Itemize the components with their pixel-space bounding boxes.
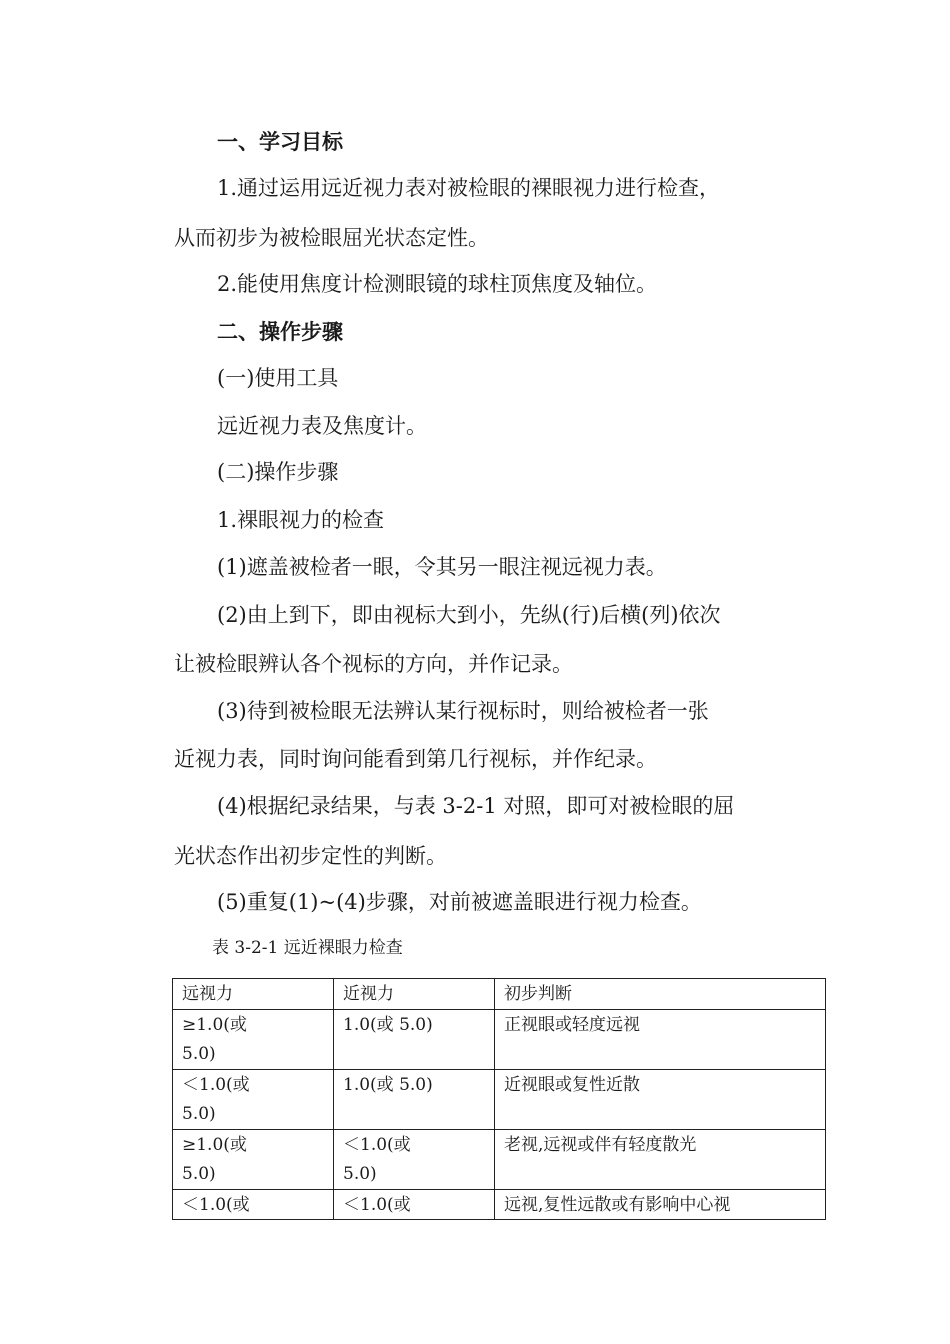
step-5: (5)重复(1)~(4)步骤，对前被遮盖眼进行视力检查。 [217, 890, 702, 914]
step-3-cont: 近视力表，同时询问能看到第几行视标，并作纪录。 [174, 747, 657, 771]
cell-text: 1.0(或 5.0) [343, 1015, 433, 1035]
table-row [173, 1190, 826, 1220]
header-cell: 远视力 [173, 979, 334, 1010]
table-row [173, 1070, 826, 1130]
step-heading-naked-eye: 1.裸眼视力的检查 [217, 508, 385, 532]
cell-text: 老视,远视或伴有轻度散光 [504, 1135, 697, 1155]
paragraph-goal-1: 1.通过运用远近视力表对被检眼的裸眼视力进行检查， [217, 176, 721, 200]
cell-text: ＜1.0(或 5.0) [182, 1075, 250, 1124]
table-row [173, 1010, 826, 1070]
table-cell [495, 1190, 826, 1220]
step-4-cont: 光状态作出初步定性的判断。 [174, 844, 447, 868]
cell-text: 1.0(或 5.0) [343, 1075, 433, 1095]
table-cell [495, 1070, 826, 1130]
cell-text: ≥1.0(或 5.0) [182, 1015, 247, 1064]
table-cell [173, 1130, 334, 1190]
header-cell: 近视力 [334, 979, 495, 1010]
table-cell [334, 1190, 495, 1220]
paragraph-tools: 远近视力表及焦度计。 [217, 414, 427, 438]
paragraph-goal-1-cont: 从而初步为被检眼屈光状态定性。 [174, 226, 489, 250]
cell-text: 近视眼或复性近散 [504, 1075, 640, 1095]
table-caption: 表 3-2-1 远近裸眼力检查 [212, 938, 403, 958]
cell-text: 远视,复性远散或有影响中心视 [504, 1195, 731, 1215]
table-cell [334, 1010, 495, 1070]
table-cell [334, 1070, 495, 1130]
step-2-cont: 让被检眼辨认各个视标的方向，并作记录。 [174, 652, 573, 676]
step-2: (2)由上到下，即由视标大到小，先纵(行)后横(列)依次 [217, 603, 721, 627]
subheading-tools: (一)使用工具 [217, 366, 339, 390]
cell-text: ＜1.0(或 [182, 1195, 250, 1215]
cell-text: ＜1.0(或 [343, 1195, 411, 1215]
table-cell [173, 1070, 334, 1130]
step-3: (3)待到被检眼无法辨认某行视标时，则给被检者一张 [217, 699, 709, 723]
cell-text: 正视眼或轻度远视 [504, 1015, 640, 1035]
header-cell: 初步判断 [495, 979, 826, 1010]
table-cell [173, 1010, 334, 1070]
subheading-procedure: (二)操作步骤 [217, 460, 339, 484]
table-cell [495, 1010, 826, 1070]
step-4: (4)根据纪录结果，与表 3-2-1 对照，即可对被检眼的屈 [217, 794, 735, 818]
step-1: (1)遮盖被检者一眼，令其另一眼注视远视力表。 [217, 555, 667, 579]
section-heading-goals: 一、学习目标 [217, 129, 343, 154]
section-heading-steps: 二、操作步骤 [217, 319, 343, 344]
cell-text: ＜1.0(或 5.0) [343, 1135, 411, 1184]
table-cell [495, 1130, 826, 1190]
cell-text: ≥1.0(或 5.0) [182, 1135, 247, 1184]
paragraph-goal-2: 2.能使用焦度计检测眼镜的球柱顶焦度及轴位。 [217, 272, 658, 296]
table-cell [334, 1130, 495, 1190]
vision-table [172, 978, 826, 1220]
table-cell [173, 1190, 334, 1220]
table-row [173, 1130, 826, 1190]
table-header-row [173, 979, 826, 1010]
